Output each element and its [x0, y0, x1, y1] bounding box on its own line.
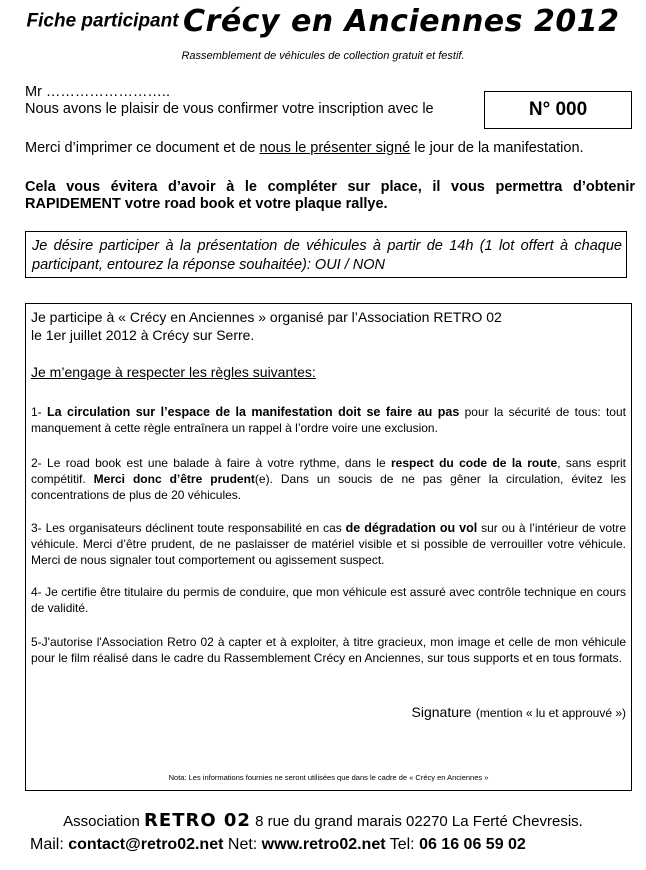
website-link[interactable]: www.retro02.net [261, 836, 386, 853]
rule-2-bold-b: Merci donc d’être prudent [93, 472, 255, 486]
signature-note: (mention « lu et approuvé ») [475, 706, 626, 720]
print-text-underlined: nous le présenter signé [259, 140, 411, 156]
print-instructions [25, 140, 632, 157]
print-text-b: le jour de la manifestation. [410, 140, 584, 156]
rule-3-text-a: 3- Les organisateurs déclinent toute responsabilité en cas [31, 521, 346, 535]
bold-notice: Cela vous évitera d’avoir à le compléter sur place, il vous permettra d’obtenir RAPIDEMENT votre road book et votre plaque rallye. [25, 179, 635, 212]
assoc-label: Association [63, 813, 140, 830]
subtitle: Rassemblement de véhicules de collection gratuit et festif. [181, 50, 465, 62]
assoc-address: 8 rue du grand marais 02270 La Ferté Chevresis. [250, 813, 583, 830]
mail-label: Mail: [30, 836, 69, 853]
document-title [0, 4, 646, 39]
rule-3 [31, 520, 626, 568]
participant-number: N° 000 [484, 91, 632, 129]
rules-intro-1: Je participe à « Crécy en Anciennes » organisé par l’Association RETRO 02 [31, 309, 502, 325]
rule-1 [31, 404, 626, 436]
salutation: Mr …………………….. [25, 84, 170, 100]
mail-link[interactable]: contact@retro02.net [68, 836, 224, 853]
rule-2-bold-a: respect du code de la route [391, 456, 558, 470]
print-text-a: Merci d’imprimer ce document et de [25, 140, 260, 156]
footer-contacts [30, 836, 526, 854]
rule-3-bold: de dégradation ou vol [345, 521, 478, 535]
signature-label: Signature [411, 704, 472, 720]
rule-1-num: 1- [31, 405, 47, 419]
presentation-text: Je désire participer à la présentation de véhicules à partir de 14h (1 lot offert à chaque participant, entourez la réponse souhaitée): [32, 238, 622, 273]
rule-3-text-b: sur ou à l’intérieur de votre véhicule. Merci d’être prudent, de ne paslaisser de matériel visible et si possible de verrouiller votre véhicule. Merci de nous signaler tout comportement ou agissement suspect. [31, 521, 626, 567]
confirm-text: Nous avons le plaisir de vous confirmer votre inscription avec le [25, 101, 434, 117]
presentation-box [25, 231, 627, 278]
retro02-logo: RETRO 02 [144, 810, 251, 831]
tel-label: Tel: [385, 836, 420, 853]
rule-2-text-c: (e). Dans un soucis de ne pas gêner la circulation, évitez les concentrations de plus de 20 véhicules. [31, 472, 626, 502]
signature-line [412, 704, 626, 722]
rule-2 [31, 455, 626, 503]
rules-heading: Je m’engage à respecter les règles suivantes: [31, 364, 316, 380]
rule-2-text-a: 2- Le road book est une balade à faire à votre rythme, dans le [31, 456, 392, 470]
rule-4: 4- Je certifie être titulaire du permis de conduire, que mon véhicule est assuré avec contrôle technique en cours de validité. [31, 585, 626, 615]
rule-5: 5-J'autorise l'Association Retro 02 à capter et à exploiter, à titre gracieux, mon image et celle de mon véhicule pour le film réalisé dans le cadre du Rassemblement Crécy en Anciennes, sur tous supports et en tous formats. [31, 635, 626, 665]
rule-1-bold: La circulation sur l’espace de la manifestation doit se faire au pas [47, 405, 460, 419]
rule-2-text-b: , sans esprit compétitif. [31, 456, 626, 486]
footer-address [0, 810, 646, 831]
title-prefix: Fiche participant [26, 10, 179, 32]
data-usage-note: Nota: Les informations fournies ne seront utilisées que dans le cadre de « Crécy en Anciennes » [168, 773, 489, 782]
net-label: Net: [223, 836, 262, 853]
rule-1-text: pour la sécurité de tous: tout manquement à cette règle entraînera un rappel à l’ordre voire une exclusion. [31, 405, 626, 435]
phone-number[interactable]: 06 16 06 59 02 [419, 836, 526, 853]
rules-intro-2: le 1er juillet 2012 à Crécy sur Serre. [31, 327, 255, 343]
presentation-answers[interactable]: OUI / NON [310, 257, 386, 273]
title-event: Crécy en Anciennes 2012 [183, 4, 620, 39]
